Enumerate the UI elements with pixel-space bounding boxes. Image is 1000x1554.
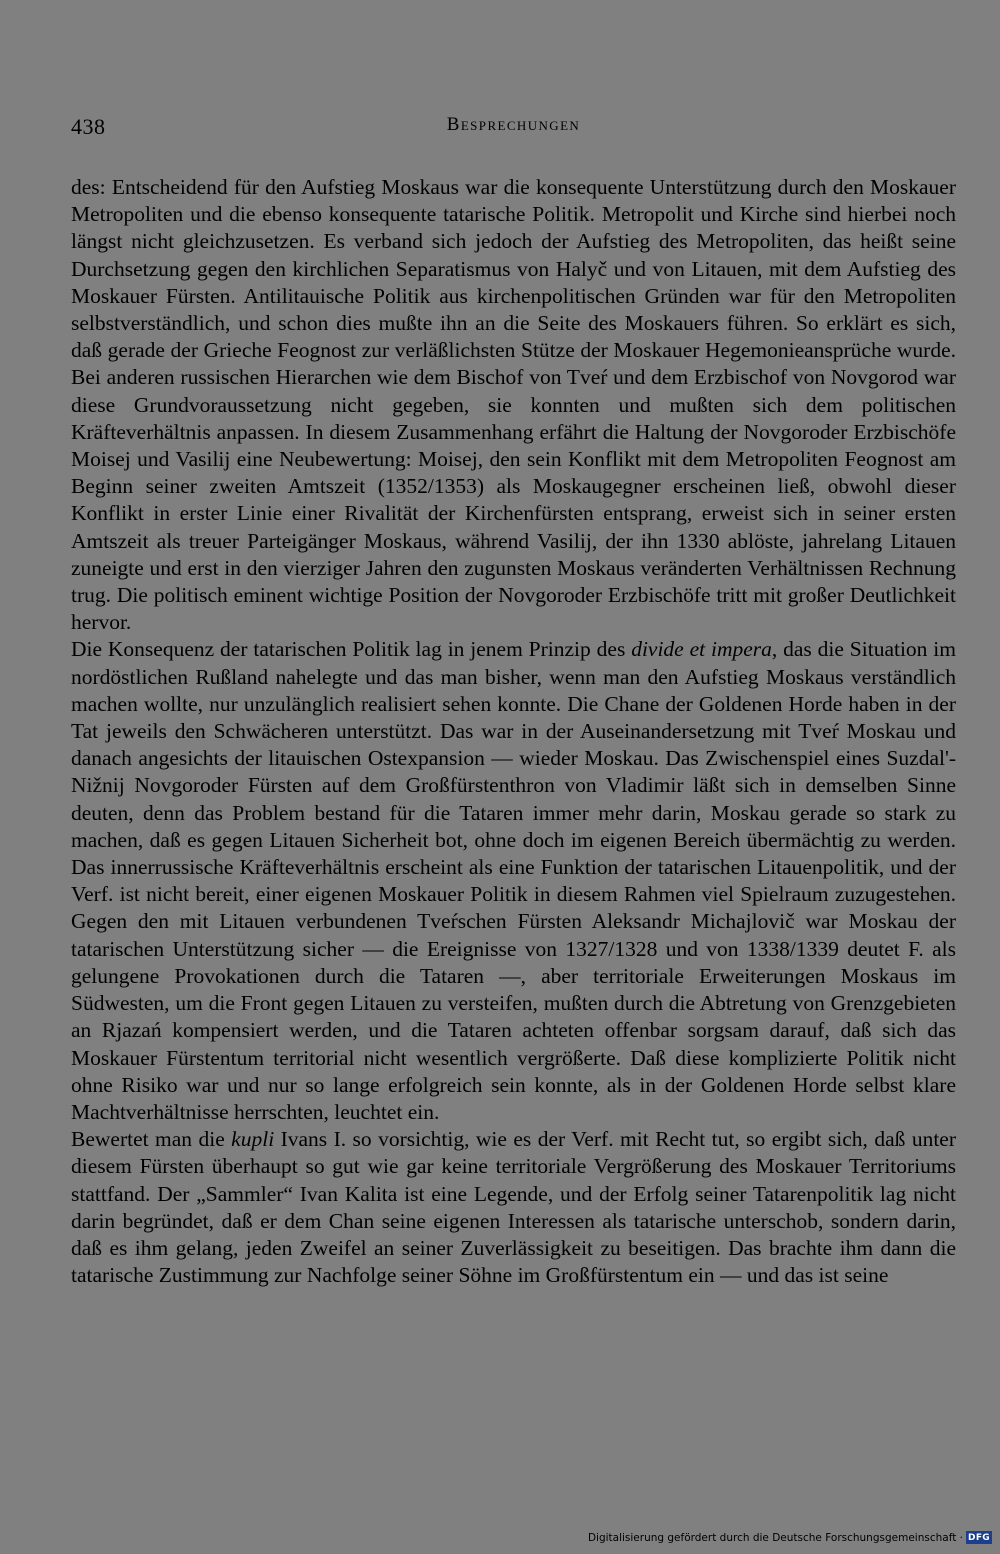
italic-text-run: divide et impera	[631, 637, 772, 662]
text-run: Ivans I. so vorsichtig, wie es der Verf. mit Recht tut, so ergibt sich, daß unter diesem Fürsten überhaupt so gut wie gar keine territoriale Vergrößerung des Moskauer Territoriums stattfand. Der „Sammler“ Ivan Kalita ist eine Legende, und der Erfolg seiner Tatarenpolitik lag nicht darin begründet, daß er dem Chan seine eigenen Interessen als tatarische unterschob, sondern darin, daß es ihm gelang, jeden Zweifel an seiner Zuverlässigkeit zu beseitigen. Das brachte ihm dann die tatarische Zustimmung zur Nachfolge seiner Söhne im Großfürstentum ein — und das ist seine	[71, 1127, 956, 1288]
digitization-credit	[588, 1531, 992, 1544]
paragraph	[71, 174, 956, 636]
text-run: Die Konsequenz der tatarischen Politik lag in jenem Prinzip des	[71, 637, 632, 662]
running-header	[71, 114, 956, 144]
credit-text: Digitalisierung gefördert durch die Deutsche Forschungsgemeinschaft ·	[587, 1531, 963, 1544]
paragraph	[71, 636, 956, 1126]
text-run: des: Entscheidend für den Aufstieg Moskaus war die konsequente Unterstützung durch den Moskauer Metropoliten und die ebenso konsequente tatarische Politik. Metropolit und Kirche sind hierbei noch längst nicht gleichzusetzen. Es verband sich jedoch der Aufstieg des Metropoliten, das heißt seine Durchsetzung gegen den kirchlichen Separatismus von Halyč und von Litauen, mit dem Aufstieg des Moskauer Fürsten. Antilitauische Politik aus kirchenpolitischen Gründen war für den Metropoliten selbstverständlich, und schon dies mußte ihn an die Seite des Moskauers führen. So erklärt es sich, daß gerade der Grieche Feognost zur verläßlichsten Stütze der Moskauer Hegemonieansprüche wurde. Bei anderen russischen Hierarchen wie dem Bischof von Tveŕ und dem Erzbischof von Novgorod war diese Grundvoraussetzung nicht gegeben, sie konnten und mußten sich dem politischen Kräfteverhältnis anpassen. In diesem Zusammenhang erfährt die Haltung der Novgoroder Erzbischöfe Moisej und Vasilij eine Neubewertung: Moisej, den sein Konflikt mit dem Metropoliten Feognost am Beginn seiner zweiten Amtszeit (1352/1353) als Moskaugegner erscheinen ließ, obwohl dieser Konflikt in erster Linie einer Rivalität der Kirchenfürsten entsprang, erweist sich in seiner ersten Amtszeit als treuer Parteigänger Moskaus, während Vasilij, der ihn 1330 ablöste, jahrelang Litauen zuneigte und erst in den vierziger Jahren den zugunsten Moskaus veränderten Verhältnissen Rechnung trug. Die politisch eminent wichtige Position der Novgoroder Erzbischöfe tritt mit großer Deutlichkeit hervor.	[71, 175, 956, 635]
italic-text-run: kupli	[231, 1127, 275, 1152]
body-text	[71, 174, 956, 1289]
text-run: , das die Situation im nordöstlichen Rußland nahelegte und das man bisher, wenn man den Aufstieg Moskaus verständlich machen wollte, nur unzulänglich realisiert sehen konnte. Die Chane der Goldenen Horde haben in der Tat jeweils den Schwächeren unterstützt. Das war in der Auseinandersetzung mit Tveŕ Moskau und danach angesichts der litauischen Ostexpansion — wieder Moskau. Das Zwischenspiel eines Suzdal'-Nižnij Novgoroder Fürsten auf dem Großfürstenthron von Vladimir läßt sich in demselben Sinne deuten, denn das Problem bestand für die Tataren immer mehr darin, Moskau gerade so stark zu machen, daß es gegen Litauen Sicherheit bot, ohne doch im eigenen Bereich übermächtig zu werden. Das innerrussische Kräfteverhältnis erscheint als eine Funktion der tatarischen Litauenpolitik, und der Verf. ist nicht bereit, einer eigenen Moskauer Politik in diesem Rahmen viel Spielraum zuzugestehen. Gegen den mit Litauen verbundenen Tveŕschen Fürsten Aleksandr Michajlovič war Moskau der tatarischen Unterstützung sicher — die Ereignisse von 1327/1328 und von 1338/1339 deutet F. als gelungene Provokationen durch die Tataren —, aber territoriale Erweiterungen Moskaus im Südwesten, um die Front gegen Litauen zu versteifen, mußten durch die Abtretung von Grenzgebieten an Rjazań kompensiert werden, und die Tataren achteten offenbar sorgsam darauf, daß sich das Moskauer Fürstentum territorial nicht wesentlich vergrößerte. Daß diese komplizierte Politik nicht ohne Risiko war und nur so lange erfolgreich sein konnte, als in der Goldenen Horde selbst klare Machtverhältnisse herrschten, leuchtet ein.	[71, 637, 956, 1124]
running-title: Besprechungen	[446, 114, 581, 135]
text-run: Bewertet man die	[71, 1127, 232, 1152]
paragraph	[71, 1126, 956, 1289]
page-number: 438	[71, 114, 106, 139]
dfg-logo: DFG	[966, 1531, 992, 1544]
